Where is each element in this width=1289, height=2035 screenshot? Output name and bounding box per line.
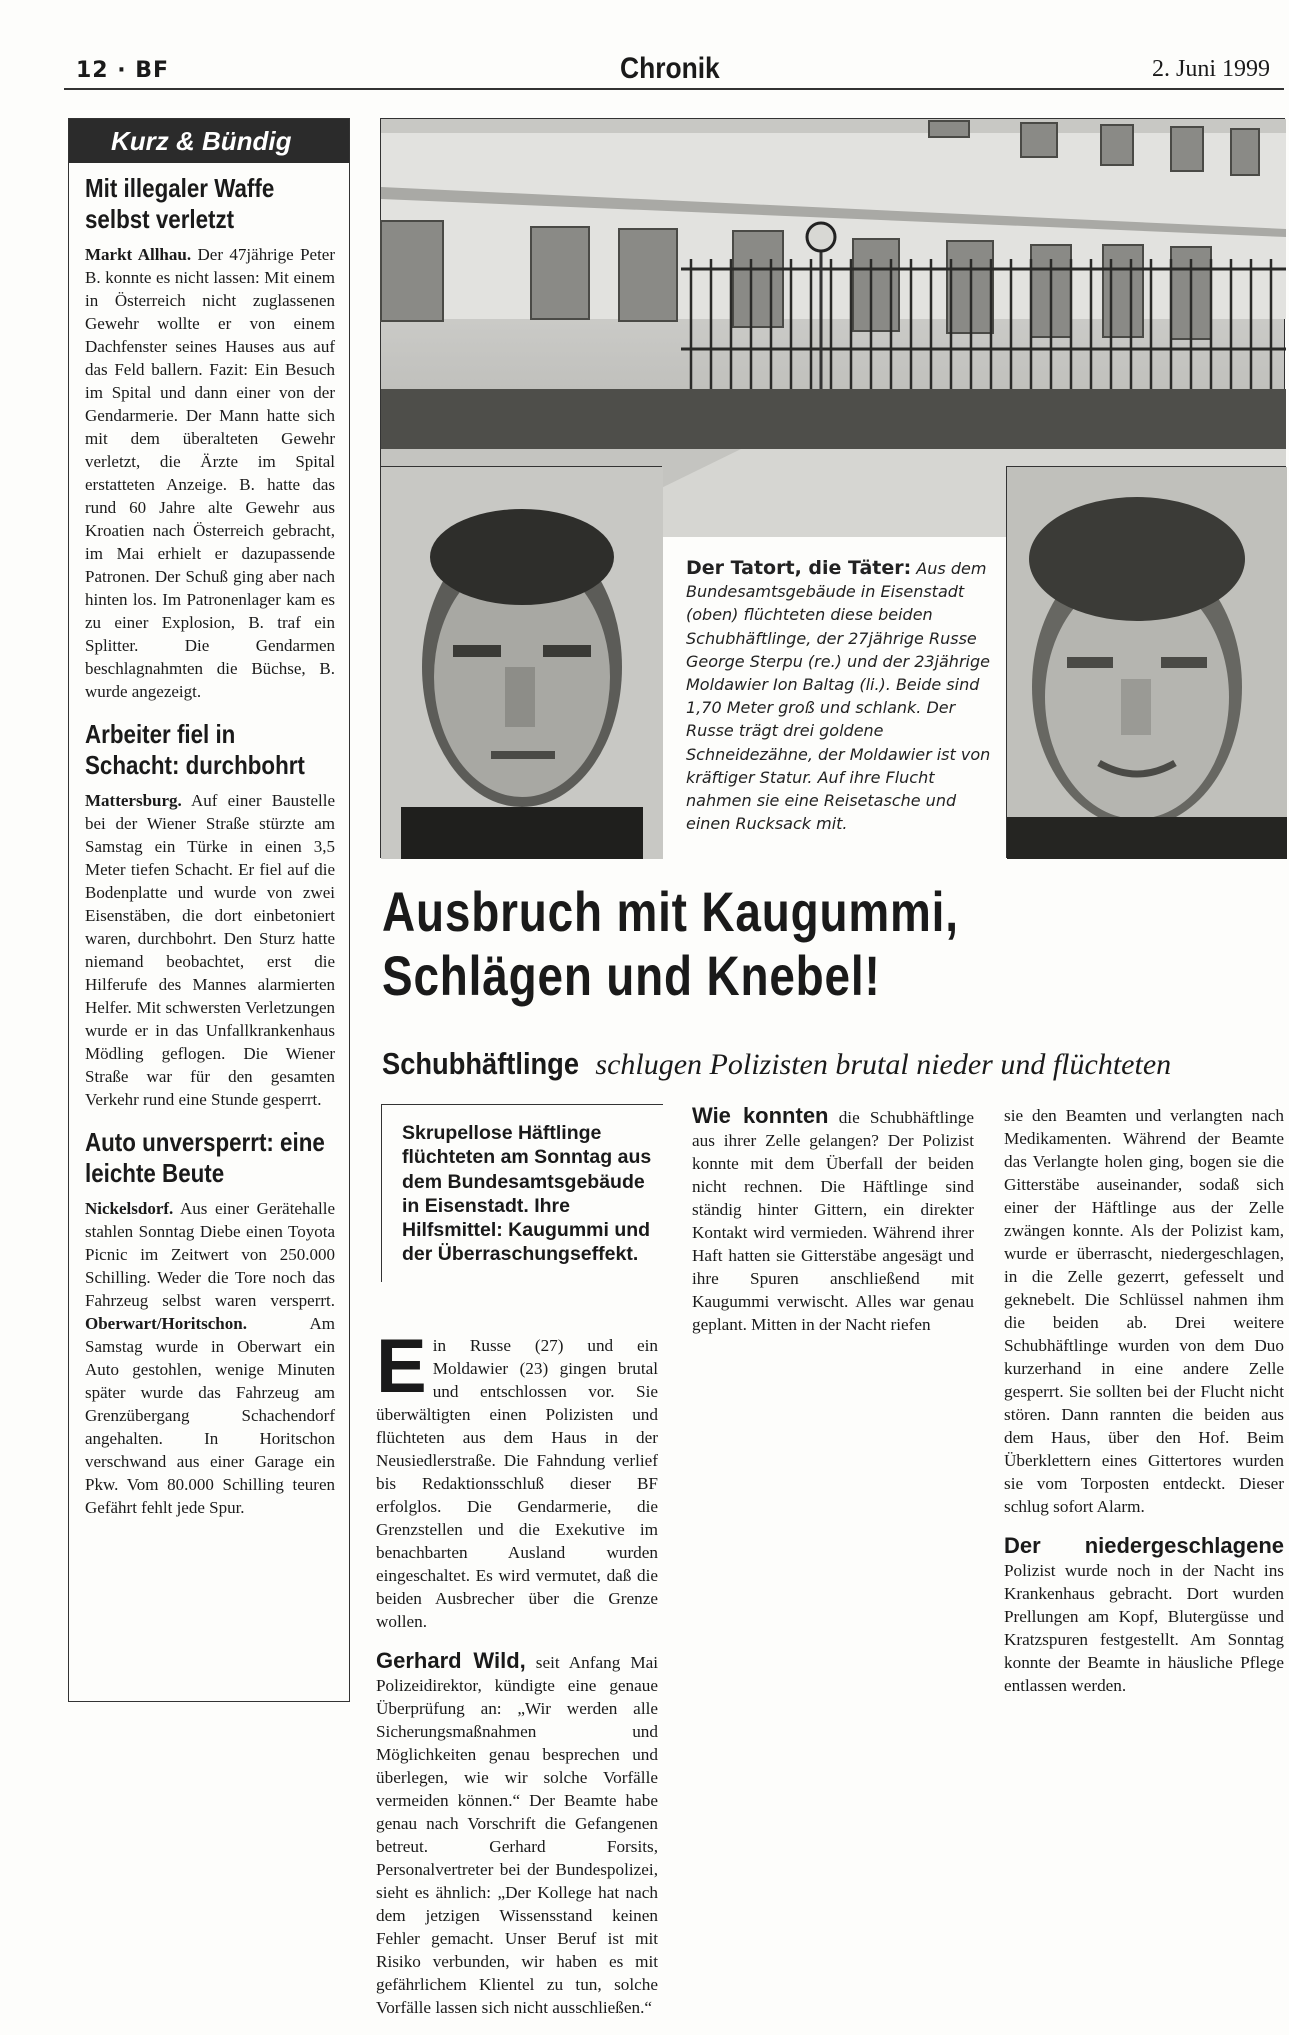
caption-lead: Der Tatort, die Täter: (686, 557, 912, 579)
subhead-kicker: Schubhäftlinge (382, 1046, 580, 1081)
sidebar-text-2 (85, 789, 335, 1111)
article-column-1 (376, 1324, 659, 2035)
sidebar-place-3: Nickelsdorf. (85, 1199, 174, 1218)
article-subhead (382, 1046, 1171, 1082)
page-header (64, 52, 1284, 92)
paragraph-1-text: in Russe (27) und ein Moldawier (23) gingen brutal und entschlossen vor. Sie überwältigten einen Polizisten und flüchteten aus dem Haus in der Neusiedlerstraße. Die Fahndung verlief bis Redaktionsschluß dieser BF erfolglos. Die Gendarmerie, die Grenzstellen und die Exekutive im benachbarten Ausland wurden eingeschaltet. Es wird vermutet, daß die beiden Ausbrecher über die Grenze wollen. (376, 1336, 658, 1631)
sidebar-body-3: Aus einer Gerätehalle stahlen Sonntag Diebe einen Toyota Picnic im Zeitwert von 250.000 Schilling. Weder die Tore noch das Fahrzeug selbst waren versperrt. (85, 1199, 335, 1310)
caption-text: Aus dem Bundesamtsgebäude in Eisenstadt (oben) flüchteten diese beiden Schubhäftlinge, der 27jährige Russe George Sterpu (re.) und der 23jährige Moldawier Ion Baltag (li.). Beide sind 1,70 Meter groß und schlank. Der Russe trägt drei goldene Schneidezähne, der Moldawier ist von kräftiger Statur. Auf ihre Flucht nahmen sie eine Reisetasche und einen Rucksack mit. (686, 559, 991, 834)
sidebar-kurz-buendig (68, 118, 350, 1702)
suspect-photo-left (380, 466, 662, 858)
article-column-2 (692, 1104, 974, 1352)
sidebar-place-2: Mattersburg. (85, 791, 182, 810)
headline-line-2: Schlägen und Knebel! (382, 944, 881, 1007)
paragraph-2-text: seit Anfang Mai Polizeidirektor, kündigte eine genaue Überprüfung an: „Wir werden alle Sicherungsmaßnahmen und Möglichkeiten genau besprechen und überlegen, wie wir solche Vorfälle vermeiden können.“ Der Beamte habe genau nach Vorschrift die Gefangenen betreut. Gerhard Forsits, Personalvertreter bei der Bundespolizei, sieht es ähnlich: „Der Kollege hat nach dem jetzigen Wissensstand keinen Fehler gemacht. Unser Beruf ist mit Risiko verbunden, wir haben es mit gefährlichem Klientel zu tun, solche Vorfälle lassen sich nicht ausschließen.“ (376, 1653, 659, 2017)
sidebar-text-3 (85, 1197, 335, 1519)
issue-date: 2. Juni 1999 (1152, 56, 1271, 82)
sidebar-place-1: Markt Allhau. (85, 245, 192, 264)
sidebar-body-3b: Am Samstag wurde in Oberwart ein Auto gestohlen, wenige Minuten später wurde das Fahrzeug am Grenzübergang Schachendorf angehalten. In Horitschon verschwand aus einer Garage ein Pkw. Vom 80.000 Schilling teuren Gefährt fehlt jede Spur. (85, 1314, 335, 1517)
article-headline (382, 880, 959, 1008)
article-teaser: Skrupellose Häftlinge flüchteten am Sonntag aus dem Bundesamtsgebäude in Eisenstadt. Ihre Hilfsmittel: Kaugummi und der Überraschungseffekt. (381, 1104, 663, 1282)
paragraph-2 (376, 1649, 658, 2019)
paragraph-5-text: Polizist wurde noch in der Nacht ins Krankenhaus gebracht. Dort wurden Prellungen am Kopf, Blutergüsse und Kratzspuren festgestellt. Am Sonntag konnte der Beamte in häusliche Pflege entlassen werden. (1004, 1561, 1284, 1695)
sidebar-body-1: Der 47jährige Peter B. konnte es nicht lassen: Mit einem in Österreich nicht zuglassenen Gewehr wollte er von einem Dachfenster seines Hauses aus auf das Feld ballern. Fazit: Ein Besuch im Spital und dann einer von der Gendarmerie. Der Mann hatte sich mit dem überalteten Gewehr verletzt, die Ärzte im Spital erstatteten Anzeige. B. hatte das rund 60 Jahre alte Gewehr aus Kroatien nach Österreich gebracht, im Mai erhielt er dazupassende Patronen. Der Schuß ging aber nach hinten los. Im Patronenlager kam es zu einer Explosion, B. traf ein Splitter. Die Gendarmen beschlagnahmten die Büchse, B. wurde angezeigt. (85, 245, 335, 701)
page-number: 12 · BF (76, 58, 170, 83)
paragraph-4: sie den Beamten und verlangten nach Medikamenten. Während der Beamte das Verlangte holen ging, bogen sie die Gitterstäbe auseinander, sodaß sich einer der Häftlinge aus der Zelle zwängen konnte. Als der Polizist kam, wurde er überrascht, niedergeschlagen, in die Zelle gezerrt, gefesselt und geknebelt. Die Schlüssel nahmen ihm die beiden ab. Drei weitere Schubhäftlinge wurden von dem Duo kurzerhand in eine andere Zelle gesperrt. Sie sollten bei der Flucht nicht stören. Dann rannten die beiden aus dem Haus, über den Hof. Beim Überklettern eines Gittertores wurden sie vom Torposten entdeckt. Dieser schlug sofort Alarm. (1004, 1106, 1284, 1516)
paragraph-5 (1004, 1534, 1284, 1697)
sidebar-headline-2: Arbeiter fiel in Schacht: durchbohrt (85, 719, 305, 780)
paragraph-5-lead: Der niedergeschlagene (1004, 1533, 1284, 1558)
paragraph-3 (692, 1104, 974, 1336)
paragraph-1 (376, 1324, 658, 1633)
headline-line-1: Ausbruch mit Kaugummi, (382, 880, 959, 943)
article-column-3 (1004, 1104, 1284, 1713)
section-title: Chronik (620, 52, 720, 85)
suspect-photo-right (1006, 466, 1286, 858)
face-illustration-right (1007, 467, 1287, 859)
sidebar-title: Kurz & Bündig (69, 119, 349, 163)
drop-cap: E (376, 1324, 427, 1409)
sidebar-place-3b: Oberwart/Horitschon. (85, 1314, 247, 1333)
paragraph-2-lead: Gerhard Wild, (376, 1648, 526, 1673)
photo-caption (686, 557, 996, 835)
face-illustration-left (381, 467, 663, 859)
sidebar-body-2: Auf einer Baustelle bei der Wiener Straße stürzte am Samstag ein Türke in einen 3,5 Meter tiefen Schacht. Er fiel auf die Bodenplatte und wurde von zwei Eisenstäben, die dort einbetoniert waren, durchbohrt. Den Sturz hatte niemand beobachtet, erst die Hilferufe des Mannes alarmierten Helfer. Mit schwersten Verletzungen wurde er in das Unfallkrankenhaus Mödling geflogen. Die Wiener Straße war für den gesamten Verkehr rund eine Stunde gesperrt. (85, 791, 335, 1109)
sidebar-headline-1: Mit illegaler Waffe selbst verletzt (85, 173, 275, 234)
sidebar-text-1 (85, 243, 335, 703)
header-rule (64, 88, 1284, 90)
paragraph-3-lead: Wie konnten (692, 1103, 829, 1128)
paragraph-3-text: die Schubhäftlinge aus ihrer Zelle gelangen? Der Polizist konnte mit dem Überfall der beiden nicht rechnen. Die Häftlinge sind ständig hinter Gittern, ein direkter Kontakt wird vermieden. Während ihrer Haft hatten sie Gitterstäbe angesägt und ihre Spuren anschließend mit Kaugummi verwischt. Alles war genau geplant. Mitten in der Nacht riefen (692, 1108, 974, 1334)
subhead-rest: schlugen Polizisten brutal nieder und flüchteten (587, 1048, 1172, 1081)
sidebar-headline-3: Auto unversperrt: eine leichte Beute (85, 1127, 325, 1188)
